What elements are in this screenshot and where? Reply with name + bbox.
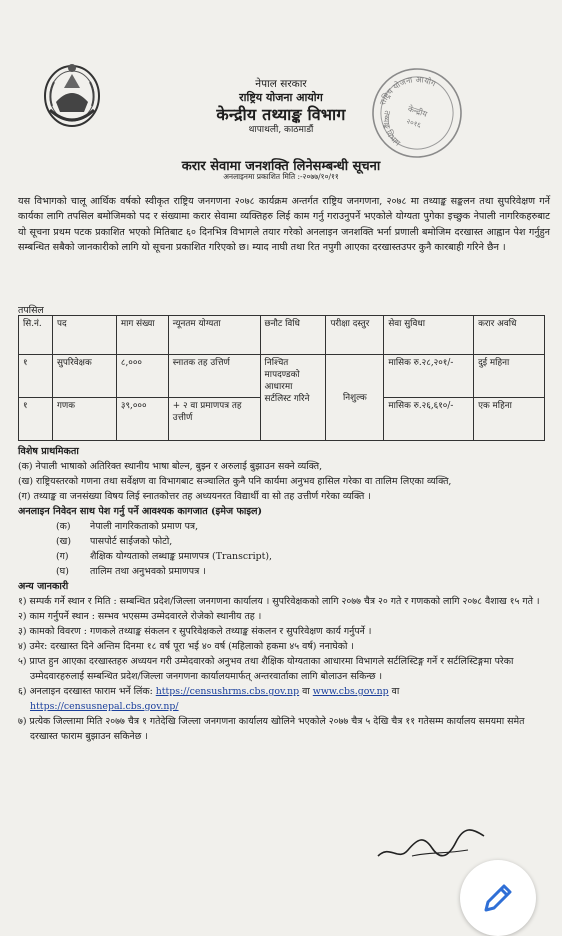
cbs-website-link[interactable]: www.cbs.gov.np bbox=[312, 686, 389, 697]
serial-number: १ bbox=[19, 355, 53, 398]
post-name: गणक bbox=[52, 398, 116, 441]
department-name: केन्द्रीय तथ्याङ्क विभाग bbox=[216, 105, 346, 124]
item-label: (ग) bbox=[56, 551, 69, 562]
item-text: पासपोर्ट साईजको फोटो, bbox=[90, 536, 173, 547]
item-label: (क) bbox=[56, 521, 71, 532]
table-header-cell: छनौट विधि bbox=[260, 316, 326, 355]
other-info-list bbox=[18, 594, 550, 744]
department-seal-icon bbox=[366, 62, 468, 164]
selection-method: निश्चित मापदण्डको आधारमा सर्टलिस्ट गरिने bbox=[260, 355, 326, 441]
serial-number: १ bbox=[19, 398, 53, 441]
min-qualification: + २ वा प्रमाणपत्र तह उत्तीर्ण bbox=[168, 398, 260, 441]
seal-text-bottom: तथ्याङ्क विभाग bbox=[381, 109, 402, 148]
intro-paragraph: यस विभागको चालू आर्थिक वर्षको स्वीकृत राष्ट्रिय जनगणना २०७८ कार्यक्रम अन्तर्गत राष्ट्रिय जनगणना, २०७८ मा तथ्याङ्क सङ्कलन तथा सुपरिवेक्षण गर्ने कार्यका लागि तपसिल बमोजिमको पद र संख्यामा करार सेवामा व्यक्तिहरु लिई काम गर्नु गराउनुपर्ने भएकोले योग्यता पुगेका इच्छुक नेपाली नागरिकहरुबाट यो सूचना प्रथम पटक प्रकाशित भएको मितिबाट ६० दिनभित्र विभागले तयार गरेको अनलाइन जनशक्ति भर्ना प्रणाली बमोजिम दरखास्त आह्वान पेश गर्नुहुन सम्बन्धित सबैको जानकारीको लागि यो सूचना प्रकाशित गरिएको छ। म्याद नाघी तथा रित नपुगी आएका दरखास्तउपर कुनै कारबाही गरिने छैन । bbox=[18, 196, 550, 254]
other-info-item bbox=[18, 684, 550, 714]
contract-duration: एक महिना bbox=[474, 398, 545, 441]
other-info-item: ३) कामको विवरण : गणकले तथ्याङ्क संकलन र सुपरिवेक्षकले तथ्याङ्क संकलन र सुपरिवेक्षण कार्य गर्नुपर्ने । bbox=[18, 626, 372, 637]
table-header-cell: न्यूनतम योग्यता bbox=[168, 316, 260, 355]
census-nepal-link[interactable]: https://censusnepal.cbs.gov.np/ bbox=[30, 701, 179, 712]
table-header-cell: माग संख्या bbox=[116, 316, 168, 355]
other-info-item: १) सम्पर्क गर्ने स्थान र मिति : सम्बन्धित प्रदेश/जिल्ला जनगणना कार्यालय । सुपरिवेक्षकको लागि २०७७ चैत्र २० गते र गणकको लागि २०७८ वैशाख १५ गते । bbox=[18, 596, 540, 607]
min-qualification: स्नातक तह उत्तिर्ण bbox=[168, 355, 260, 398]
table-header-cell: सि.नं. bbox=[19, 316, 53, 355]
other-info-item: ५) प्राप्त हुन आएका दरखास्तहरु अध्ययन गरी उम्मेदवारको अनुभव तथा शैक्षिक योग्यताका आधारमा विभागले सर्टलिस्टिङ्ग गर्ने र सर्टलिस्टिङ्गमा परेका उम्मेदवारहरुलाई सम्बन्धित प्रदेश/जिल्ला जनगणना कार्यालयमार्फत् अन्तरवार्ताका लागि बोलाउन सकिन्छ । bbox=[18, 656, 514, 682]
list-item bbox=[18, 549, 550, 564]
posts-table bbox=[18, 315, 545, 441]
documents-title: अनलाइन निवेदन साथ पेश गर्नु पर्ने आवश्यक कागजात (इमेज फाइल) bbox=[18, 506, 263, 517]
link-separator: वा bbox=[388, 686, 400, 697]
item-text: नेपाली नागरिकताको प्रमाण पत्र, bbox=[90, 521, 199, 532]
svg-text:तथ्याङ्क विभाग bbox=[373, 109, 410, 149]
seal-text-top: राष्ट्रिय योजना आयोग bbox=[378, 74, 438, 107]
table-header-cell: करार अवधि bbox=[474, 316, 545, 355]
documents-list bbox=[18, 519, 550, 579]
document-header bbox=[14, 0, 548, 181]
priority-item: (क) नेपाली भाषाको अतिरिक्त स्थानीय भाषा बोल्न, बुझ्न र अरुलाई बुझाउन सक्ने व्यक्ति, bbox=[18, 461, 323, 472]
table-header-cell: पद bbox=[52, 316, 116, 355]
seal-center-text: केन्द्रीय bbox=[406, 104, 429, 119]
notice-title: करार सेवामा जनशक्ति लिनेसम्बन्धी सूचना bbox=[181, 159, 381, 174]
priority-title: विशेष प्राथमिकता bbox=[18, 446, 79, 457]
contract-duration: दुई महिना bbox=[474, 355, 545, 398]
demand-count: ३९,००० bbox=[116, 398, 168, 441]
service-benefit: मासिक रु.२६,६१०/- bbox=[384, 398, 474, 441]
department-location: थापाथली, काठमाडौं bbox=[248, 125, 314, 135]
item-text: तालिम तथा अनुभवको प्रमाणपत्र । bbox=[90, 566, 206, 577]
item-text: शैक्षिक योग्यताको लब्धाङ्क प्रमाणपत्र (Transcript), bbox=[90, 551, 273, 562]
other-info-item: २) काम गर्नुपर्ने स्थान : सम्भव भएसम्म उम्मेदवारले रोजेको स्थानीय तह । bbox=[18, 611, 262, 622]
link-prefix: ६) अनलाइन दरखास्त फाराम भर्ने लिंक: bbox=[18, 686, 156, 697]
list-item bbox=[18, 534, 550, 549]
other-info-item: ७) प्रत्येक जिल्लामा मिति २०७७ चैत्र १ गतेदेखि जिल्ला जनगणना कार्यालय खोलिने भएकोले २०७७ चैत्र ५ देखि चैत्र ११ गतेसम्म कार्यालय समयमा समेत दरखास्त फाराम बुझाउन सकिनेछ । bbox=[18, 716, 525, 742]
pencil-edit-icon bbox=[480, 880, 516, 916]
list-item bbox=[18, 564, 550, 579]
service-benefit: मासिक रु.२८,२०१/- bbox=[384, 355, 474, 398]
govt-name: नेपाल सरकार bbox=[255, 78, 307, 90]
table-row bbox=[19, 355, 545, 398]
commission-name: राष्ट्रिय योजना आयोग bbox=[239, 91, 323, 104]
census-hrms-link[interactable]: https://censushrms.cbs.gov.np bbox=[155, 686, 300, 697]
item-label: (ख) bbox=[56, 536, 71, 547]
table-label: तपसिल bbox=[18, 305, 44, 316]
publish-date: अनलाइनमा प्रकाशित मिति :-२०७७/१०/११ bbox=[223, 172, 339, 181]
table-header-cell: सेवा सुविधा bbox=[384, 316, 474, 355]
item-label: (घ) bbox=[56, 566, 69, 577]
other-info-item: ४) उमेर: दरखास्त दिने अन्तिम दिनमा १८ वर्ष पूरा भई ४० वर्ष (महिलाको हकमा ४५ वर्ष) ननाघेको । bbox=[18, 641, 354, 652]
table-header-cell: परीक्षा दस्तुर bbox=[326, 316, 384, 355]
seal-year: २०१६ bbox=[405, 117, 422, 130]
post-name: सुपरिवेक्षक bbox=[52, 355, 116, 398]
signature-mark bbox=[372, 822, 492, 866]
link-separator: वा bbox=[299, 686, 313, 697]
edit-button[interactable] bbox=[460, 860, 536, 936]
demand-count: ८,००० bbox=[116, 355, 168, 398]
notice-body bbox=[18, 444, 550, 744]
priority-item: (ग) तथ्याङ्क वा जनसंख्या विषय लिई स्नातकोत्तर तह अध्ययनरत विद्यार्थी वा सो तह उत्तीर्ण गरेका व्यक्ति । bbox=[18, 491, 371, 502]
table-header-row bbox=[19, 316, 545, 355]
other-info-title: अन्य जानकारी bbox=[18, 581, 69, 592]
priority-item: (ख) राष्ट्रियस्तरको गणना तथा सर्वेक्षण वा विभागबाट सञ्चालित कुनै पनि कार्यमा अनुभव हासिल गरेका वा तालिम लिएका व्यक्ति, bbox=[18, 476, 452, 487]
list-item bbox=[18, 519, 550, 534]
exam-fee: निशुल्क bbox=[326, 355, 384, 441]
